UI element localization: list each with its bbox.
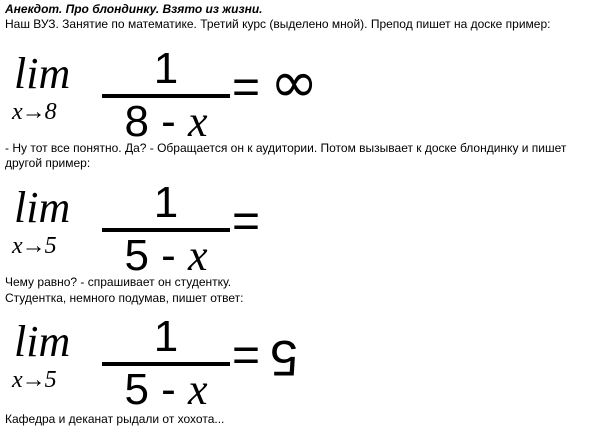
result-infinity: ∞ xyxy=(270,48,319,116)
ending-text: Кафедра и деканат рыдали от хохота... xyxy=(5,412,225,426)
denominator-constant: 5 xyxy=(124,365,149,414)
denominator-constant: 5 xyxy=(124,231,149,280)
numerator: 1 xyxy=(153,178,179,227)
intro-text: Наш ВУЗ. Занятие по математике. Третий курс (выделено мной). Препод пишет на доске пример: xyxy=(5,17,551,31)
limit-subscript xyxy=(12,232,57,260)
equals-sign: = xyxy=(232,329,261,382)
denominator-operator: - xyxy=(148,97,189,146)
rotated-five-glyph: 5 xyxy=(270,330,298,386)
denominator-operator: - xyxy=(148,365,189,414)
limit-symbol: lim xyxy=(14,49,71,98)
limit-symbol: lim xyxy=(14,183,71,232)
denominator-variable: x xyxy=(188,365,208,414)
denominator-variable: x xyxy=(188,231,208,280)
formula-3 xyxy=(0,312,330,414)
arrow-icon: → xyxy=(21,233,46,259)
numerator: 1 xyxy=(153,312,179,361)
formula-2 xyxy=(0,178,330,280)
denominator xyxy=(102,231,230,280)
denominator-variable: x xyxy=(188,97,208,146)
denominator xyxy=(102,365,230,414)
denominator-operator: - xyxy=(148,231,189,280)
formula-1 xyxy=(0,44,330,146)
equals-sign: = xyxy=(232,61,261,114)
limit-subscript xyxy=(12,366,57,394)
subscript-value: 5 xyxy=(44,367,57,393)
subscript-value: 8 xyxy=(44,99,57,125)
narration-line-3: Чему равно? - спрашивает он студентку. xyxy=(5,275,232,289)
arrow-icon: → xyxy=(21,367,46,393)
fraction xyxy=(102,314,230,412)
numerator: 1 xyxy=(153,44,179,93)
arrow-icon: → xyxy=(21,99,46,125)
denominator-constant: 8 xyxy=(124,97,149,146)
narration-line-4: Студентка, немного подумав, пишет ответ: xyxy=(5,291,244,305)
fraction xyxy=(102,46,230,144)
fraction xyxy=(102,180,230,278)
narration-line-2: другой пример: xyxy=(5,156,91,170)
limit-subscript xyxy=(12,98,57,126)
result-rotated-five xyxy=(270,332,298,384)
narration-line-1: - Ну тот все понятно. Да? - Обращается он к аудитории. Потом вызывает к доске блондинку и пишет xyxy=(5,141,567,155)
denominator xyxy=(102,97,230,146)
equals-sign: = xyxy=(232,195,261,248)
limit-symbol: lim xyxy=(14,317,71,366)
subscript-variable: x xyxy=(12,233,23,259)
subscript-variable: x xyxy=(12,99,23,125)
joke-title: Анекдот. Про блондинку. Взято из жизни. xyxy=(5,2,263,16)
subscript-value: 5 xyxy=(44,233,57,259)
subscript-variable: x xyxy=(12,367,23,393)
